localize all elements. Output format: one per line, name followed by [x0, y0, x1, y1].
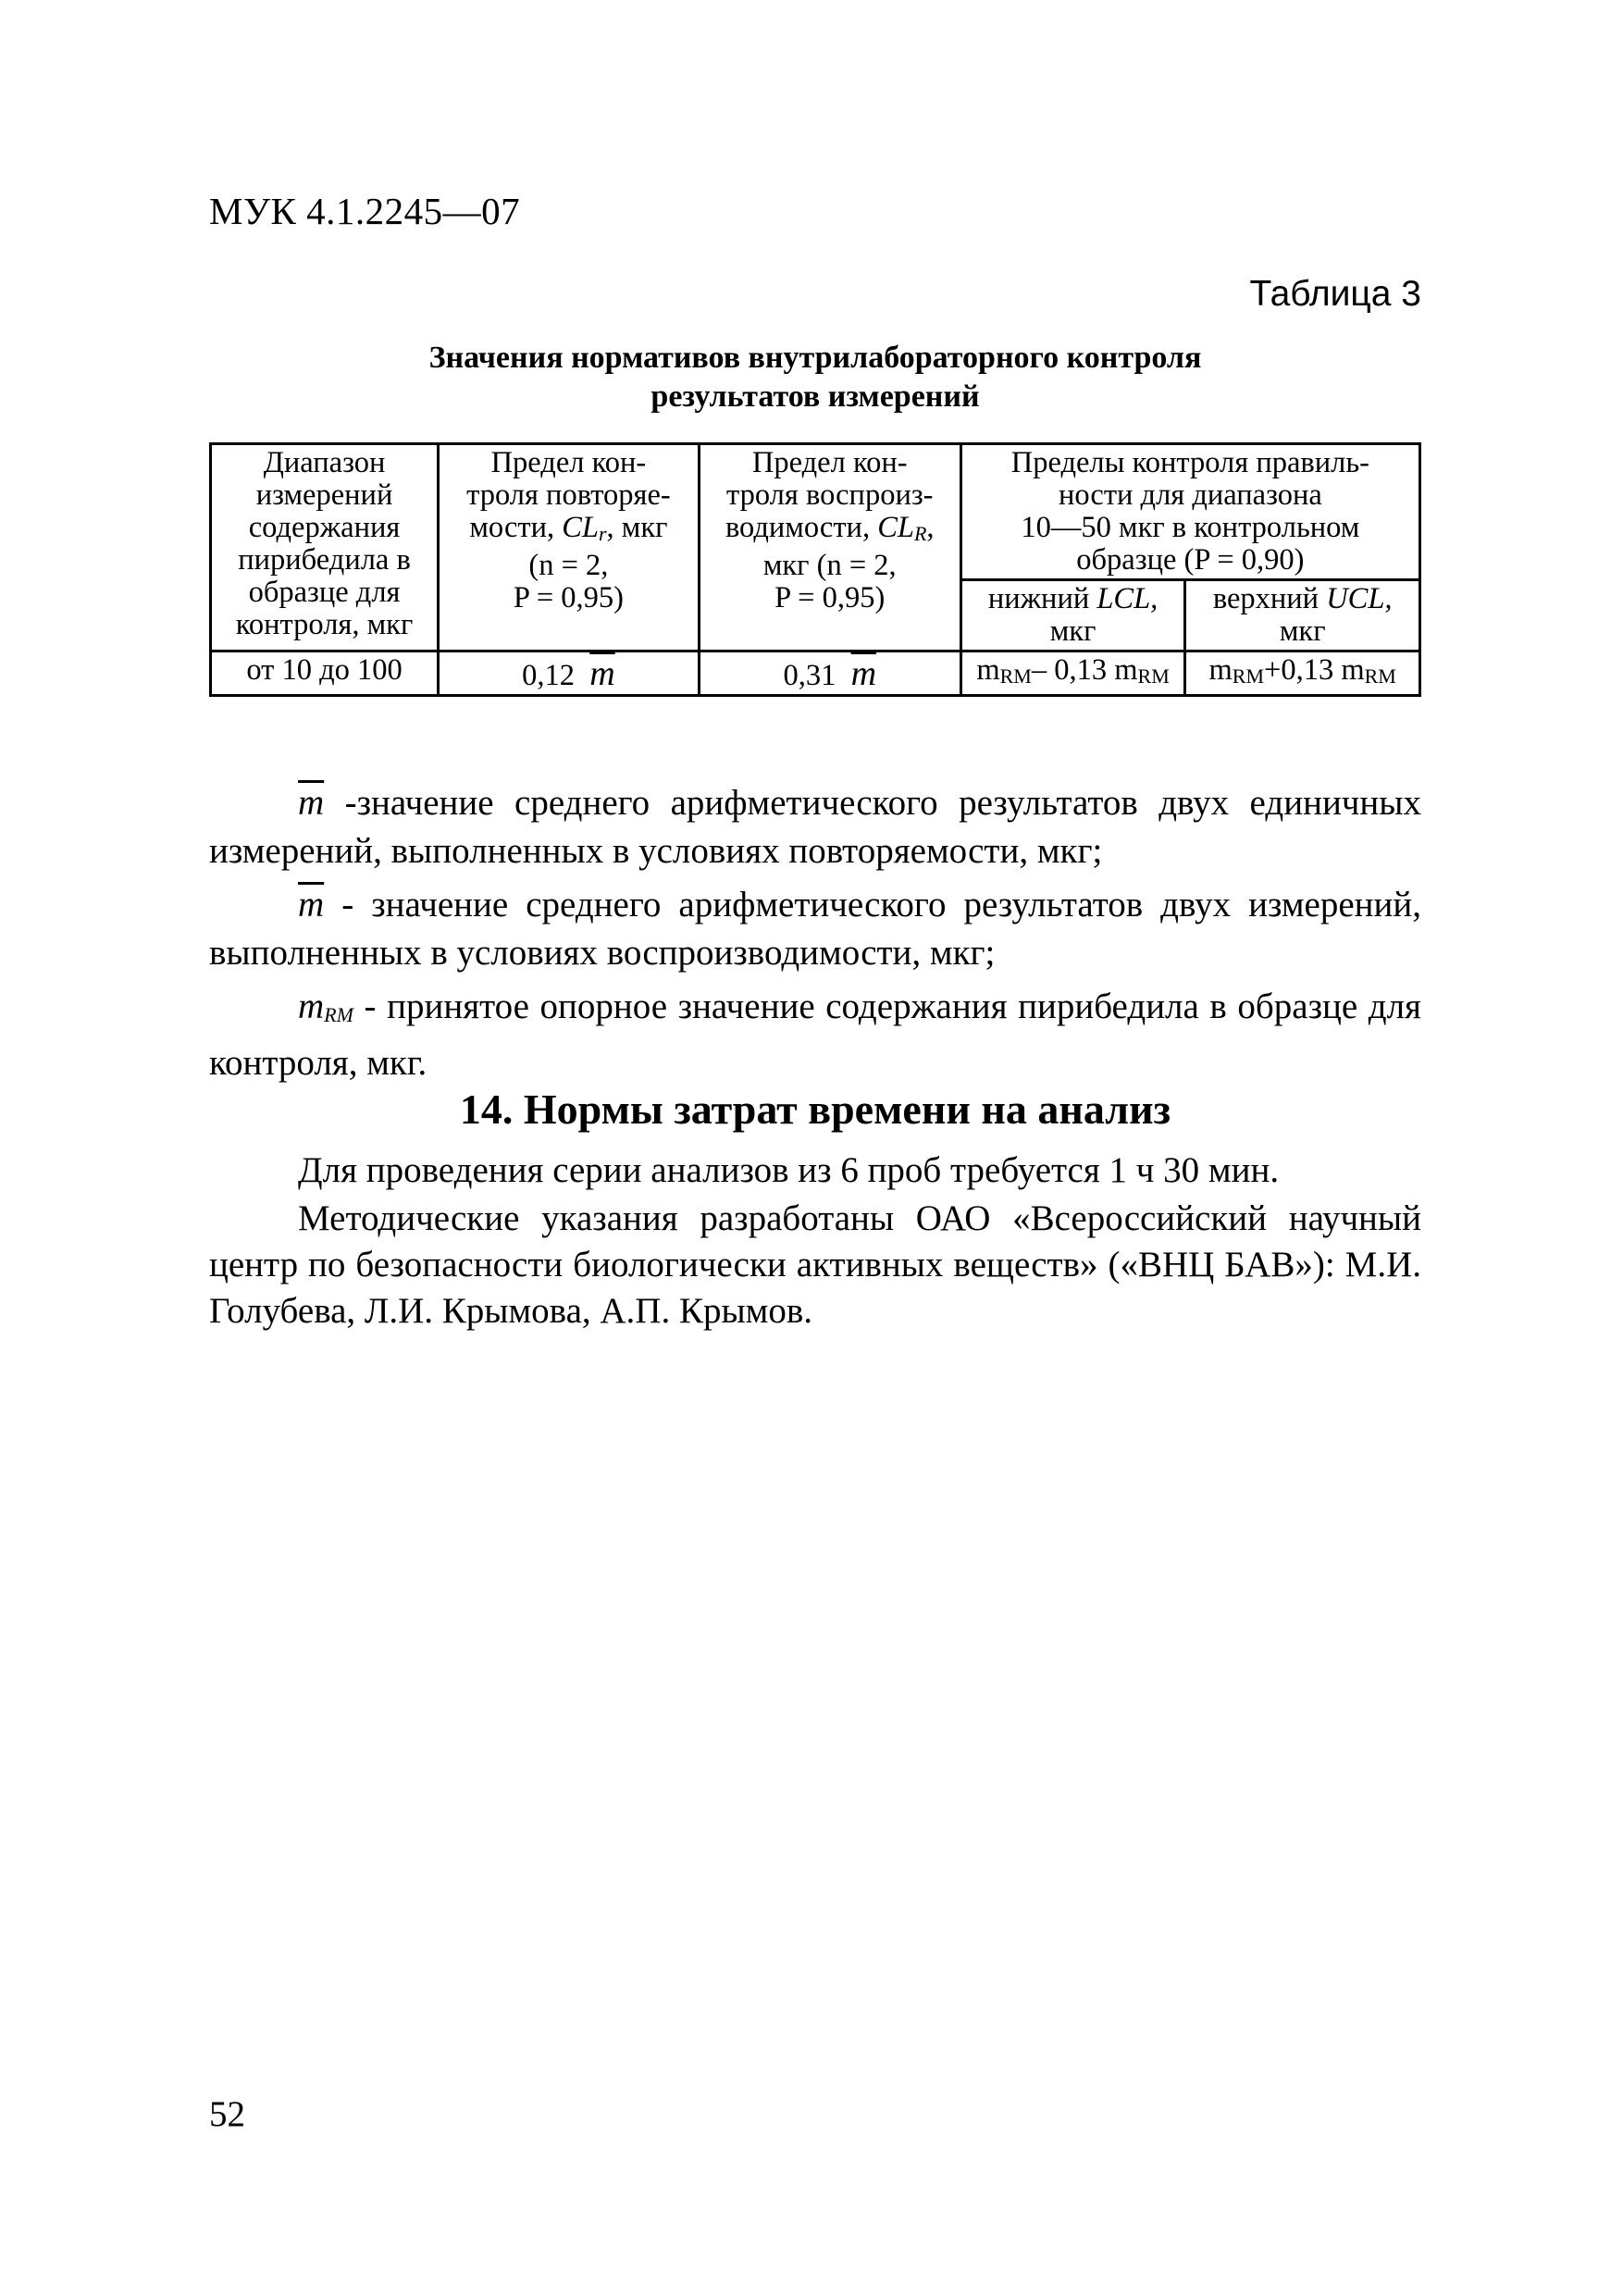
rm-subscript: RM	[999, 664, 1032, 688]
header-line: P = 0,95)	[513, 581, 624, 614]
header-line	[966, 583, 1181, 615]
note-text: - принятое опорное значение содержания пирибедила в образце для контроля, мкг.	[209, 987, 1421, 1083]
table-title-line-2: результатов измерений	[650, 379, 980, 414]
lcl-symbol: LCL,	[1096, 582, 1158, 615]
cl-subscript: R	[913, 522, 927, 545]
cl-symbol: CL	[562, 511, 599, 544]
table-row	[211, 652, 1420, 696]
header-range-line: измерений	[255, 478, 393, 512]
header-line: троля повторяе-	[466, 478, 671, 512]
header-range-line: образце для	[248, 576, 401, 609]
rm-subscript: RM	[1364, 664, 1396, 688]
header-range-line: контроля, мкг	[235, 608, 414, 641]
header-line	[1190, 583, 1415, 615]
repeat-value: 0,12	[522, 659, 575, 692]
note-repeatability-mean	[209, 779, 1421, 875]
header-text: нижний	[987, 582, 1097, 615]
note-reference-value	[209, 983, 1421, 1087]
header-unit: мкг	[1049, 614, 1096, 648]
header-text: ,	[926, 511, 935, 544]
rm-subscript: RM	[1137, 664, 1170, 688]
cell-range: от 10 до 100	[211, 652, 439, 696]
header-range	[211, 444, 439, 652]
rm-subscript: RM	[1232, 664, 1265, 688]
header-text: , мкг	[606, 511, 668, 544]
paragraph: Для проведения серии анализов из 6 проб требуется 1 ч 30 мин.	[298, 1150, 1280, 1190]
table-header-row-1	[211, 444, 1420, 580]
m-symbol: m	[1208, 653, 1233, 687]
header-line	[704, 512, 956, 550]
norms-table	[209, 442, 1421, 697]
note-reproducibility-mean	[209, 881, 1421, 977]
table-label: Таблица 3	[1249, 274, 1421, 314]
header-line	[443, 512, 694, 550]
header-accuracy	[960, 444, 1419, 580]
header-line: троля воспроиз-	[725, 478, 934, 512]
cell-upper	[1185, 652, 1420, 696]
cell-lower	[960, 652, 1185, 696]
reprod-value: 0,31	[783, 659, 836, 692]
header-range-line: пирибедила в	[238, 543, 411, 577]
header-range-line: Диапазон	[263, 446, 386, 479]
header-line: образце (P = 0,90)	[1076, 543, 1305, 577]
table-title-line-1: Значения нормативов внутрилабораторного контроля	[428, 341, 1202, 375]
section-body	[209, 1148, 1421, 1336]
cl-symbol: CL	[877, 511, 914, 544]
cell-repeatability	[439, 652, 700, 696]
cl-subscript: r	[598, 522, 607, 545]
document-code: МУК 4.1.2245—07	[209, 190, 521, 232]
rm-subscript: RM	[324, 1003, 353, 1026]
mean-symbol: $\overline{m}$	[298, 885, 325, 925]
ucl-symbol: UCL,	[1326, 582, 1393, 615]
m-symbol: m	[298, 987, 325, 1026]
cell-reproducibility	[699, 652, 960, 696]
mean-symbol: $\overline{m}$	[850, 654, 877, 693]
header-text: водимости,	[725, 511, 878, 544]
header-line: (n = 2,	[528, 549, 609, 582]
header-line: мкг (n = 2,	[762, 549, 897, 582]
paragraph: Методические указания разработаны ОАО «Всероссийский научный центр по безопасности биологически активных веществ» («ВНЦ БАВ»): М.И. Голубева, Л.И. Крымова, А.П. Крымов.	[209, 1198, 1421, 1331]
header-reproducibility	[699, 444, 960, 652]
header-text: верхний	[1212, 582, 1327, 615]
note-text: - значение среднего арифметического результатов двух измерений, выполненных в условиях воспроизводимости, мкг;	[209, 885, 1421, 973]
section-title: 14. Нормы затрат времени на анализ	[459, 1086, 1171, 1133]
header-line: Предел кон-	[490, 446, 647, 479]
table-title	[209, 339, 1421, 416]
header-text: мости,	[469, 511, 563, 544]
header-line: 10—50 мкг в контрольном	[1021, 511, 1360, 544]
header-line: Пределы контроля правиль-	[1010, 446, 1370, 479]
header-unit: мкг	[1279, 614, 1326, 648]
mean-symbol: $\overline{m}$	[589, 654, 615, 693]
page-number: 52	[209, 2094, 245, 2134]
lower-formula: – 0,13 m	[1031, 653, 1138, 687]
mean-symbol: $\overline{m}$	[298, 783, 325, 823]
header-upper	[1185, 580, 1420, 652]
header-line: P = 0,95)	[774, 581, 886, 614]
header-repeatability	[439, 444, 700, 652]
header-lower	[960, 580, 1185, 652]
upper-formula: +0,13 m	[1264, 653, 1365, 687]
m-symbol: m	[976, 653, 1000, 687]
table-notes	[209, 779, 1421, 1093]
note-text: -значение среднего арифметического результатов двух единичных измерений, выполненных в условиях повторяемости, мкг;	[209, 783, 1421, 871]
header-line: Предел кон-	[751, 446, 908, 479]
header-range-line: содержания	[248, 511, 401, 544]
header-line: ности для диапазона	[1058, 478, 1322, 512]
